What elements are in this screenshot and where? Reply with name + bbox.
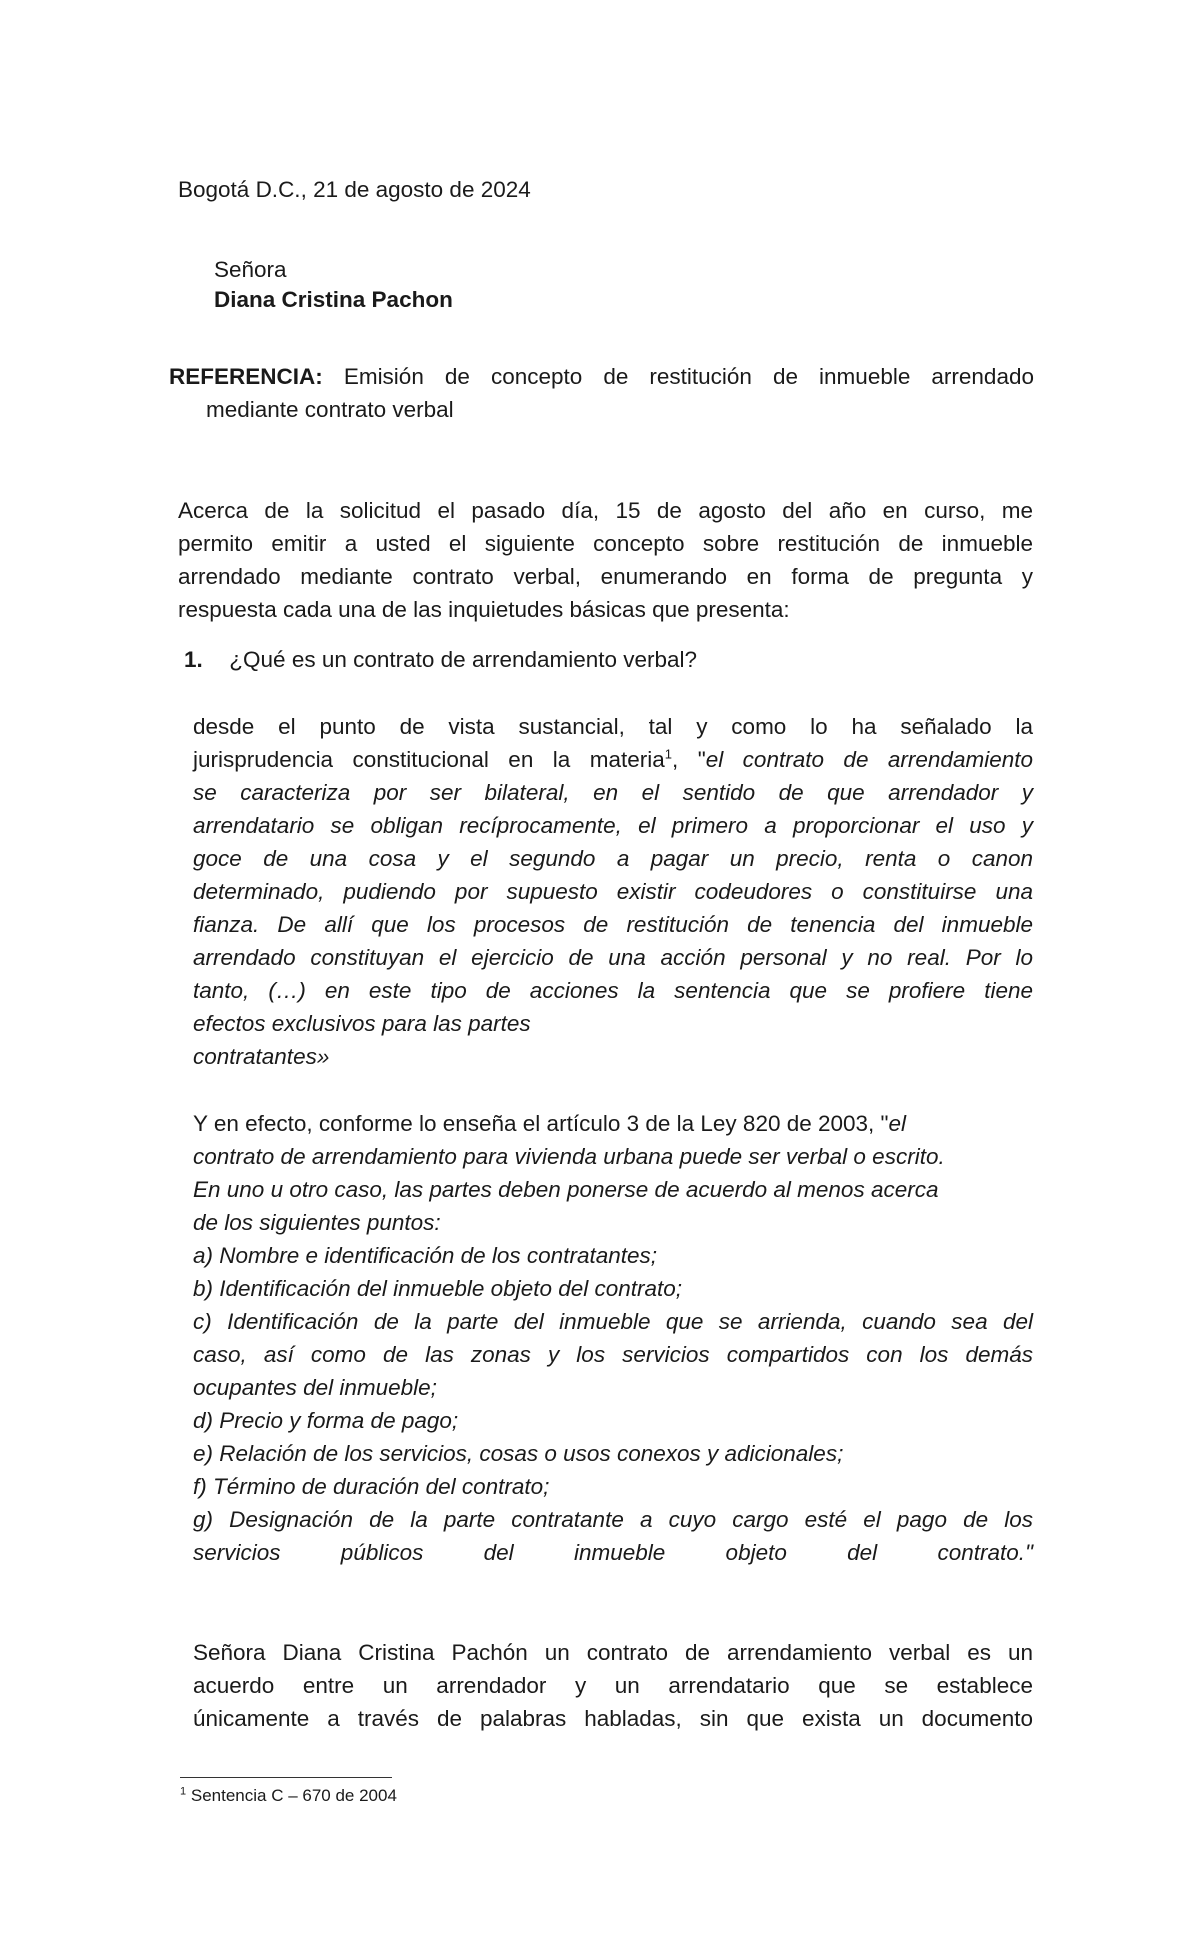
list-item: e) Relación de los servicios, cosas o usos conexos y adicionales; bbox=[193, 1441, 844, 1466]
list-item: a) Nombre e identificación de los contratantes; bbox=[193, 1243, 657, 1268]
quote-line: arrendado constituyan el ejercicio de una acción personal y no real. Por lo bbox=[193, 945, 1033, 970]
footnote bbox=[180, 1784, 397, 1808]
quote-text: el contrato de arrendamiento bbox=[705, 747, 1033, 772]
para-line: únicamente a través de palabras habladas, sin que exista un documento bbox=[193, 1706, 1033, 1731]
quote-line: determinado, pudiendo por supuesto existir codeudores o constituirse una bbox=[193, 879, 1033, 904]
list-item: b) Identificación del inmueble objeto del contrato; bbox=[193, 1276, 683, 1301]
conclusion-paragraph bbox=[193, 1636, 1033, 1735]
intro-line: respuesta cada una de las inquietudes básicas que presenta: bbox=[178, 597, 790, 622]
list-item: servicios públicos del inmueble objeto del contrato." bbox=[193, 1540, 1033, 1565]
law-paragraph bbox=[193, 1107, 1033, 1569]
quote-line: fianza. De allí que los procesos de restitución de tenencia del inmueble bbox=[193, 912, 1033, 937]
quote-line: contrato de arrendamiento para vivienda urbana puede ser verbal o escrito. bbox=[193, 1144, 945, 1169]
footnote-text: Sentencia C – 670 de 2004 bbox=[190, 1786, 397, 1805]
recipient-name: Diana Cristina Pachon bbox=[214, 287, 453, 312]
reference-text-line-2: mediante contrato verbal bbox=[206, 397, 454, 422]
list-item: ocupantes del inmueble; bbox=[193, 1375, 437, 1400]
para-text: , " bbox=[672, 747, 706, 772]
question-text: ¿Qué es un contrato de arrendamiento verbal? bbox=[229, 647, 698, 672]
para-line: acuerdo entre un arrendador y un arrendatario que se establece bbox=[193, 1673, 1033, 1698]
reference-text-line-1: Emisión de concepto de restitución de inmueble arrendado bbox=[343, 364, 1034, 389]
list-item: caso, así como de las zonas y los servicios compartidos con los demás bbox=[193, 1342, 1033, 1367]
intro-paragraph bbox=[178, 494, 1033, 626]
intro-line: arrendado mediante contrato verbal, enumerando en forma de pregunta y bbox=[178, 564, 1033, 589]
para-line: desde el punto de vista sustancial, tal y como lo ha señalado la bbox=[193, 714, 1033, 739]
question-number: 1. bbox=[184, 647, 203, 672]
quote-line: En uno u otro caso, las partes deben ponerse de acuerdo al menos acerca bbox=[193, 1177, 939, 1202]
intro-line: permito emitir a usted el siguiente concepto sobre restitución de inmueble bbox=[178, 531, 1033, 556]
quote-line: arrendatario se obligan recíprocamente, el primero a proporcionar el uso y bbox=[193, 813, 1033, 838]
list-item: c) Identificación de la parte del inmueble que se arrienda, cuando sea del bbox=[193, 1309, 1033, 1334]
list-item: f) Término de duración del contrato; bbox=[193, 1474, 550, 1499]
date-line bbox=[178, 173, 531, 206]
list-item: d) Precio y forma de pago; bbox=[193, 1408, 459, 1433]
quote-line: de los siguientes puntos: bbox=[193, 1210, 441, 1235]
footnote-separator bbox=[180, 1777, 392, 1778]
reference-block bbox=[169, 360, 1034, 426]
recipient-block bbox=[214, 253, 453, 316]
salutation: Señora bbox=[214, 257, 287, 282]
quote-text: el bbox=[888, 1111, 907, 1136]
intro-line: Acerca de la solicitud el pasado día, 15 de agosto del año en curso, me bbox=[178, 498, 1033, 523]
quote-line: goce de una cosa y el segundo a pagar un precio, renta o canon bbox=[193, 846, 1033, 871]
footnote-reference[interactable]: 1 bbox=[664, 746, 673, 762]
para-line: Señora Diana Cristina Pachón un contrato de arrendamiento verbal es un bbox=[193, 1640, 1033, 1665]
quote-line: tanto, (…) en este tipo de acciones la sentencia que se profiere tiene bbox=[193, 978, 1033, 1003]
jurisprudence-paragraph bbox=[193, 710, 1033, 1073]
para-text: jurisprudencia constitucional en la materia bbox=[193, 747, 665, 772]
footnote-mark: 1 bbox=[180, 1785, 187, 1798]
quote-line: efectos exclusivos para las partes bbox=[193, 1011, 531, 1036]
date-text: Bogotá D.C., 21 de agosto de 2024 bbox=[178, 177, 531, 202]
list-item: g) Designación de la parte contratante a cuyo cargo esté el pago de los bbox=[193, 1507, 1033, 1532]
quote-line: contratantes» bbox=[193, 1044, 330, 1069]
para-line-with-footnote bbox=[193, 743, 1033, 776]
reference-label: REFERENCIA: bbox=[169, 364, 323, 389]
para-text: Y en efecto, conforme lo enseña el artículo 3 de la Ley 820 de 2003, " bbox=[193, 1111, 889, 1136]
quote-line: se caracteriza por ser bilateral, en el sentido de que arrendador y bbox=[193, 780, 1033, 805]
question-item bbox=[184, 643, 697, 676]
